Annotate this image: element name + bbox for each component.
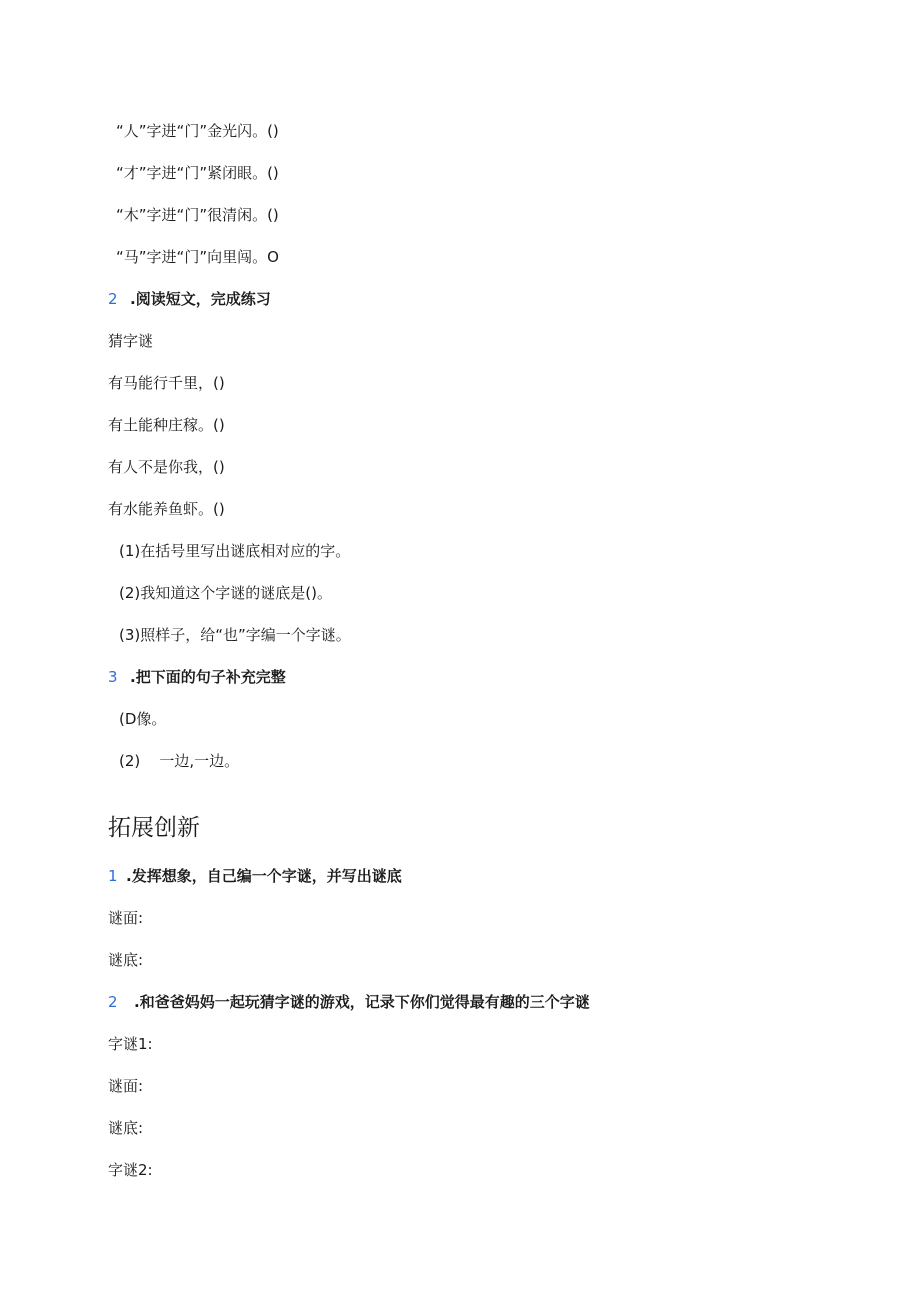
riddle-line-4: “马”字进“门”向里闯。O <box>116 248 279 266</box>
question-title: .把下面的句子补充完整 <box>130 668 286 686</box>
passage-line-3: 有人不是你我，() <box>108 458 225 476</box>
passage-line-1: 有马能行千里，() <box>108 374 225 392</box>
sub-question-3: (3)照样子，给“也”字编一个字谜。 <box>119 626 351 644</box>
riddle-answer-label: 谜底: <box>108 951 144 969</box>
question-2-heading <box>108 289 271 309</box>
question-number: 3 <box>108 668 118 686</box>
question-title: .阅读短文，完成练习 <box>130 290 271 308</box>
passage-line-4: 有水能养鱼虾。() <box>108 500 225 518</box>
extension-question-2-heading <box>108 992 590 1012</box>
sentence-item-2: (2) 一边,一边。 <box>119 752 240 770</box>
riddle-1-label: 字谜1: <box>108 1035 153 1053</box>
sub-question-1: (1)在括号里写出谜底相对应的字。 <box>119 542 351 560</box>
question-3-heading <box>108 667 286 687</box>
passage-title: 猜字谜 <box>108 332 154 350</box>
question-number: 2 <box>108 993 118 1011</box>
riddle-answer-label: 谜底: <box>108 1119 144 1137</box>
riddle-line-3: “木”字进“门”很清闲。() <box>116 206 279 224</box>
riddle-face-label: 谜面: <box>108 1077 144 1095</box>
question-title: .和爸爸妈妈一起玩猜字谜的游戏，记录下你们觉得最有趣的三个字谜 <box>134 993 590 1011</box>
section-title: 拓展创新 <box>108 815 200 841</box>
question-number: 1 <box>108 867 118 885</box>
sentence-item-1: (D像。 <box>119 710 167 728</box>
riddle-line-1: “人”字进“门”金光闪。() <box>116 122 279 140</box>
riddle-face-label: 谜面: <box>108 909 144 927</box>
extension-question-1-heading <box>108 866 402 886</box>
question-number: 2 <box>108 290 118 308</box>
passage-line-2: 有土能种庄稼。() <box>108 416 225 434</box>
question-title: .发挥想象，自己编一个字谜，并写出谜底 <box>126 867 402 885</box>
riddle-2-label: 字谜2: <box>108 1161 153 1179</box>
sub-question-2: (2)我知道这个字谜的谜底是()。 <box>119 584 332 602</box>
riddle-line-2: “才”字进“门”紧闭眼。() <box>116 164 279 182</box>
